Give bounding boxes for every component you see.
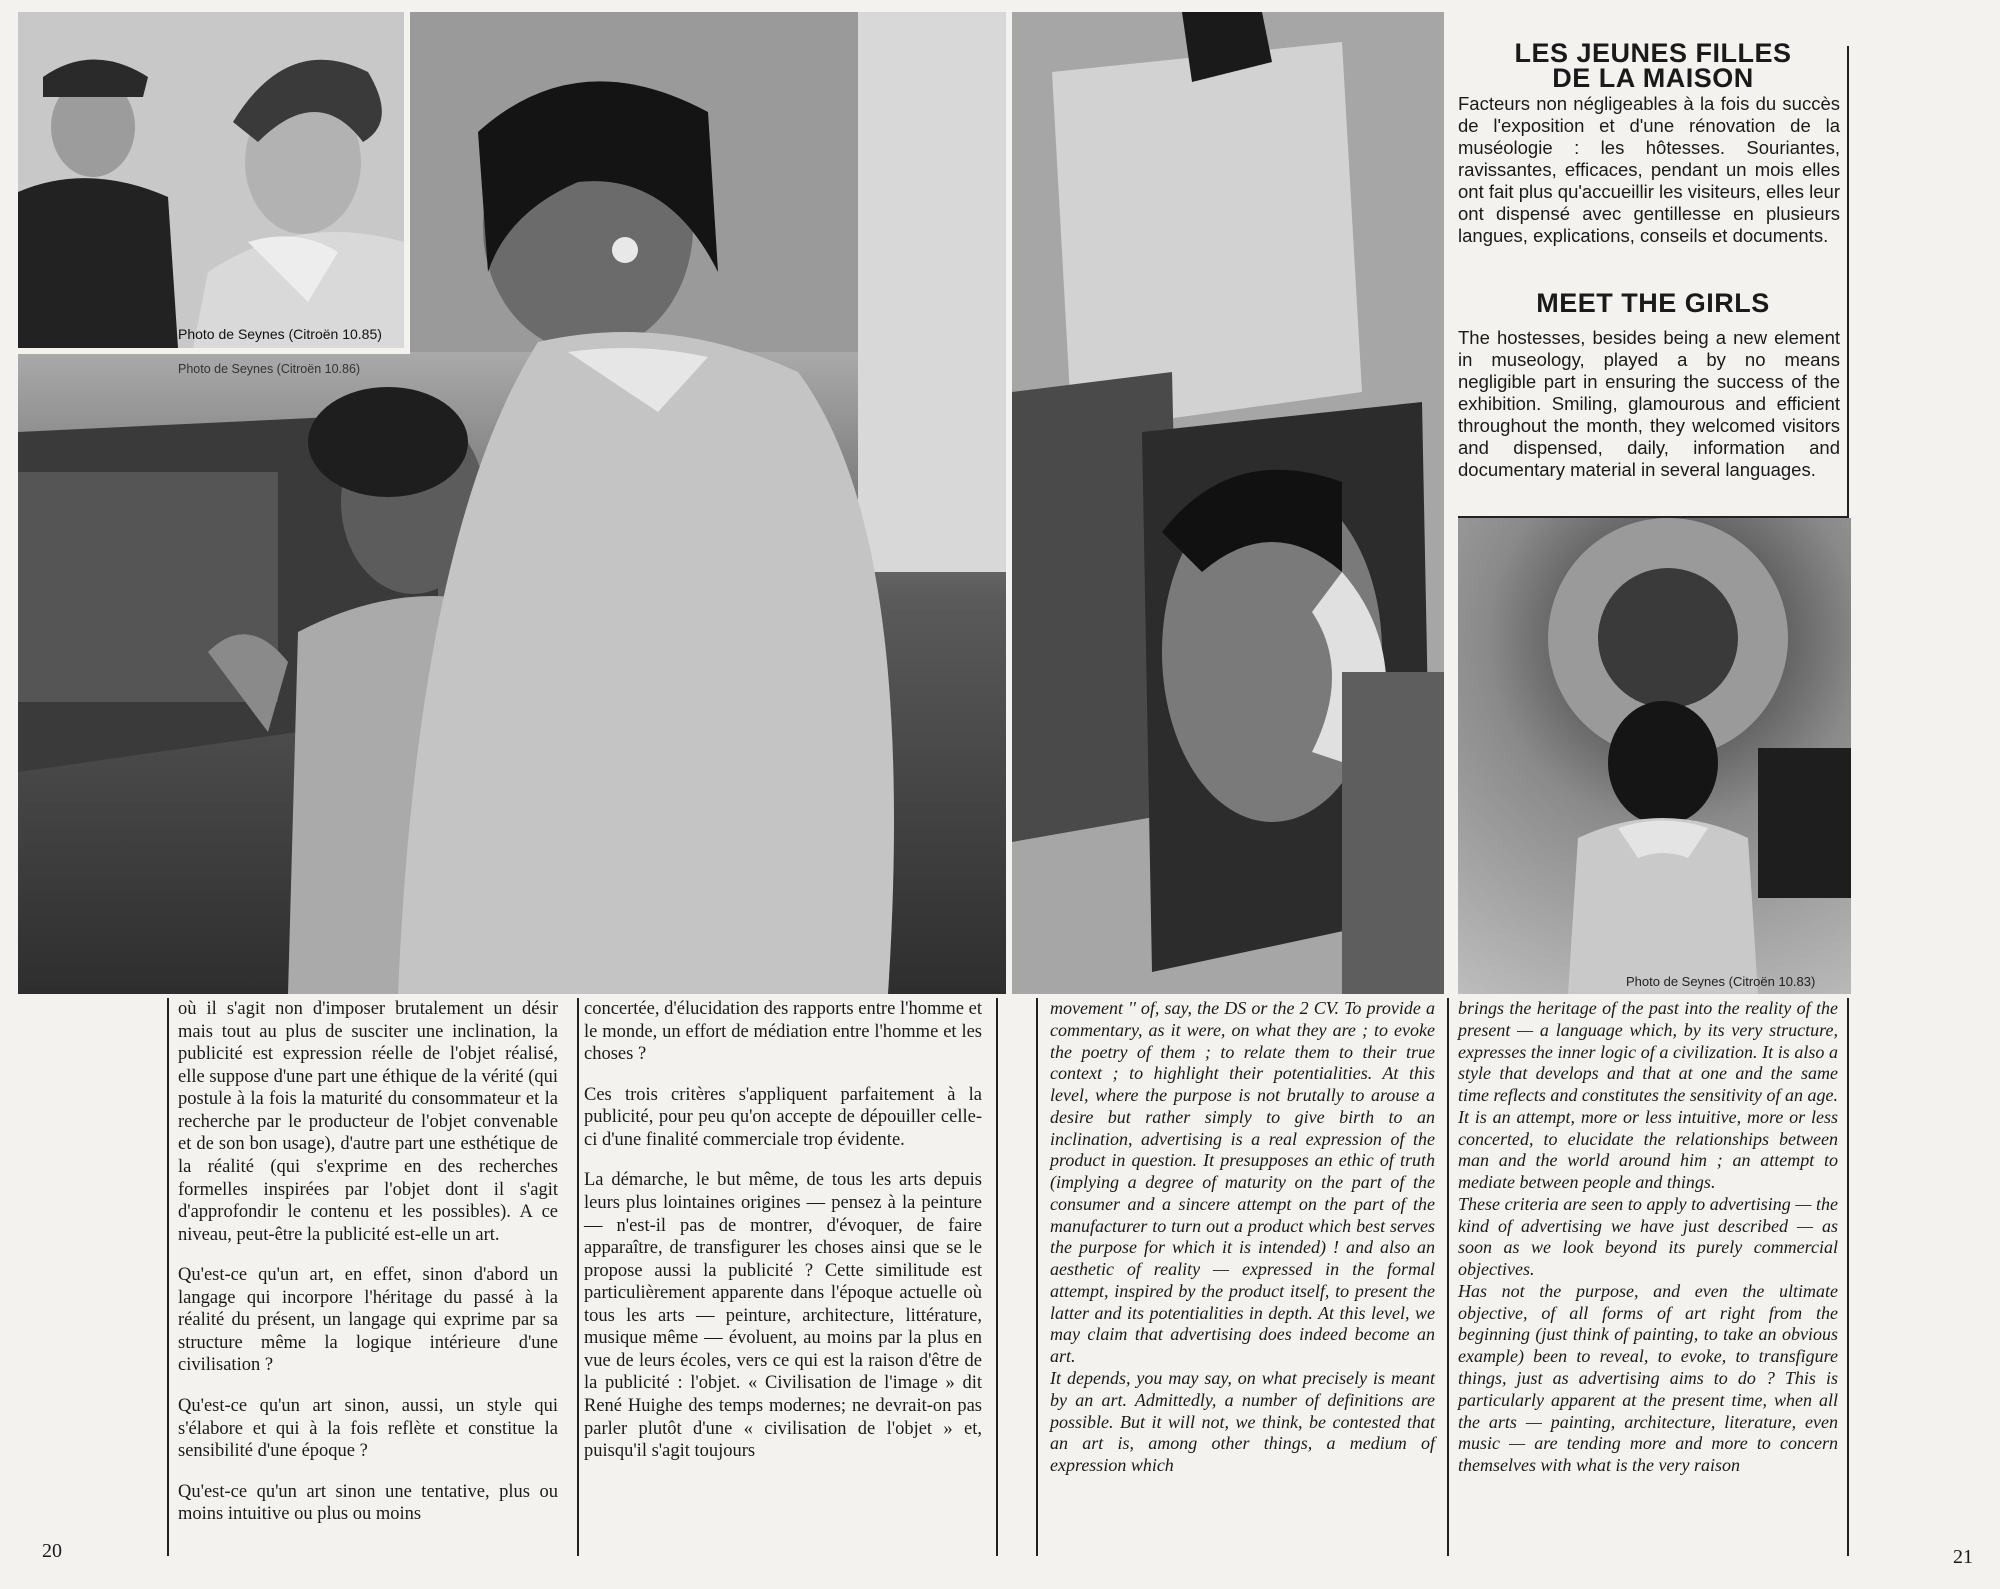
sidebar-rule-bottom xyxy=(1458,516,1849,518)
col3-paragraph-2: It depends, you may say, on what precisely is meant by an art. Admittedly, a number of definitions are possible. But it will not, we think, be contested that an art is, among other things, a medium of expression which xyxy=(1050,1368,1435,1476)
sidebar-fr-title-1: LES JEUNES FILLES xyxy=(1514,38,1792,68)
sidebar-en-title: MEET THE GIRLS xyxy=(1536,288,1770,318)
page-number-right: 21 xyxy=(1953,1546,1973,1568)
left-column-2 xyxy=(584,998,982,1481)
art-panels-photo xyxy=(1012,12,1444,994)
page-number-left: 20 xyxy=(42,1540,62,1562)
column-rule-4 xyxy=(1036,998,1038,1556)
hostess-back-photo-caption: Photo de Seynes (Citroën 10.83) xyxy=(1626,974,1816,989)
sidebar-fr-text: Facteurs non négligeables à la fois du succès de l'exposition et d'une rénovation de la muséologie : les hôtesses. Souriantes, ravissantes, efficaces, pendant un mois elles ont fait plus qu'accueillir les visiteurs, elles leur ont dispensé avec gentillesse en plusieurs langues, explications, conseils et documents. xyxy=(1458,93,1840,246)
col4-paragraph-1: brings the heritage of the past into the reality of the present — a language which, by its very structure, expresses the inner logic of a civilization. It is also a style that develops and that at one and the same time reflects and constitutes the sensitivity of an age. It is an attempt, more or less intuitive, more or less concerted, to elucidate the relationships between man and the world around him ; an attempt to mediate between people and things. xyxy=(1458,998,1838,1193)
right-column-2 xyxy=(1458,998,1838,1477)
col1-paragraph-2: Qu'est-ce qu'un art, en effet, sinon d'abord un langage qui incorpore l'héritage du passé à la réalité du présent, un langage qui exprime par sa structure même la logique intérieure d'une civilisation ? xyxy=(178,1265,558,1376)
col1-paragraph-1: où il s'agit non d'imposer brutalement un désir mais tout au plus de susciter une inclination, la publicité est expression réelle de l'objet réalisé, elle suppose d'une part une éthique de la vérité (qui postule à la fois la maturité du consommateur et la recherche par le producteur de l'objet convenable et de son bon usage), d'autre part une esthétique de la réalité (qui s'exprime en des recherches formelles inspirées par l'objet dont il s'agit d'approfondir le contenu et les possibles). A ce niveau, peut-être la publicité est-elle un art. xyxy=(178,999,558,1245)
inset-photo-caption-below: Photo de Seynes (Citroën 10.86) xyxy=(178,362,361,376)
column-rule-5 xyxy=(1447,998,1449,1556)
column-rule-2 xyxy=(577,998,579,1556)
inset-photo xyxy=(18,12,410,354)
col1-paragraph-4: Qu'est-ce qu'un art sinon une tentative, plus ou moins intuitive ou plus ou moins xyxy=(178,1481,558,1525)
left-column-1 xyxy=(178,998,558,1544)
col3-paragraph-1: movement '' of, say, the DS or the 2 CV. To provide a commentary, as it were, on what they are ; to evoke the poetry of them ; to relate them to their true context ; to highlight their potentialities. At this level, where the purpose is not brutally to arouse a desire but rather simply to give birth to an inclination, advertising is a real expression of the product in question. It presupposes an ethic of truth (implying a degree of maturity on the part of the consumer and a sincere attempt on the part of the manufacturer to turn out a product which best serves the purpose for which it is intended) ! and also an aesthetic of reality — expressed in the formal attempt, inspired by the product itself, to present the latter and its potentialities in depth. At this level, we may claim that advertising does indeed become an art. xyxy=(1050,998,1435,1367)
col2-paragraph-3: La démarche, le but même, de tous les arts depuis leurs plus lointaines origines — pensez à la peinture — n'est-il pas de montrer, d'évoquer, de faire apparaître, de transfigurer les choses ainsi que se le propose aussi la publicité ? Cette similitude est particulièrement apparente dans l'époque actuelle où tous les arts — peinture, architecture, littérature, musique même — évoluent, au moins par la plus en vue de leurs écoles, vers ce qui est la raison d'être de la publicité : l'objet. « Civilisation de l'image » dit René Huighe des temps modernes; ne devrait-on pas parler plutôt d'une « civilisation de l'objet » et, puisqu'il s'agit toujours xyxy=(584,1170,982,1462)
column-rule-6 xyxy=(1847,998,1849,1556)
col2-paragraph-2: Ces trois critères s'appliquent parfaitement à la publicité, pour peu qu'on accepte de dépouiller celle-ci d'une finalité commerciale trop évidente. xyxy=(584,1084,982,1150)
sidebar-rule-right xyxy=(1847,46,1849,516)
hostess-back-photo xyxy=(1458,518,1851,994)
right-column-1 xyxy=(1050,998,1435,1477)
inset-photo-caption: Photo de Seynes (Citroën 10.85) xyxy=(178,326,382,342)
col2-paragraph-1: concertée, d'élucidation des rapports entre l'homme et le monde, un effort de médiation entre l'homme et les choses ? xyxy=(584,999,982,1065)
col4-paragraph-3: Has not the purpose, and even the ultimate objective, of all forms of art right from the beginning (just think of painting, to take an obvious example) been to reveal, to evoke, to transfigure things, just as advertising aims to do ? This is particularly apparent at the present time, when all the arts — painting, architecture, literature, even music — are tending more and more to concern themselves with what is the very raison xyxy=(1458,1280,1838,1476)
col1-paragraph-3: Qu'est-ce qu'un art sinon, aussi, un style qui s'élabore et qui à la fois reflète et constitue la sensibilité d'une époque ? xyxy=(178,1396,558,1462)
column-rule-3 xyxy=(996,998,998,1556)
sidebar-fr-title-2: DE LA MAISON xyxy=(1552,63,1754,93)
column-rule-1 xyxy=(167,998,169,1556)
col4-paragraph-2: These criteria are seen to apply to advertising — the kind of advertising we have just described — as soon as we look beyond its purely commercial objectives. xyxy=(1458,1193,1838,1280)
sidebar-en-text: The hostesses, besides being a new element in museology, played a by no means negligible part in ensuring the success of the exhibition. Smiling, glamourous and efficient throughout the month, they welcomed visitors and dispensed, daily, information and documentary material in several languages. xyxy=(1458,327,1840,480)
